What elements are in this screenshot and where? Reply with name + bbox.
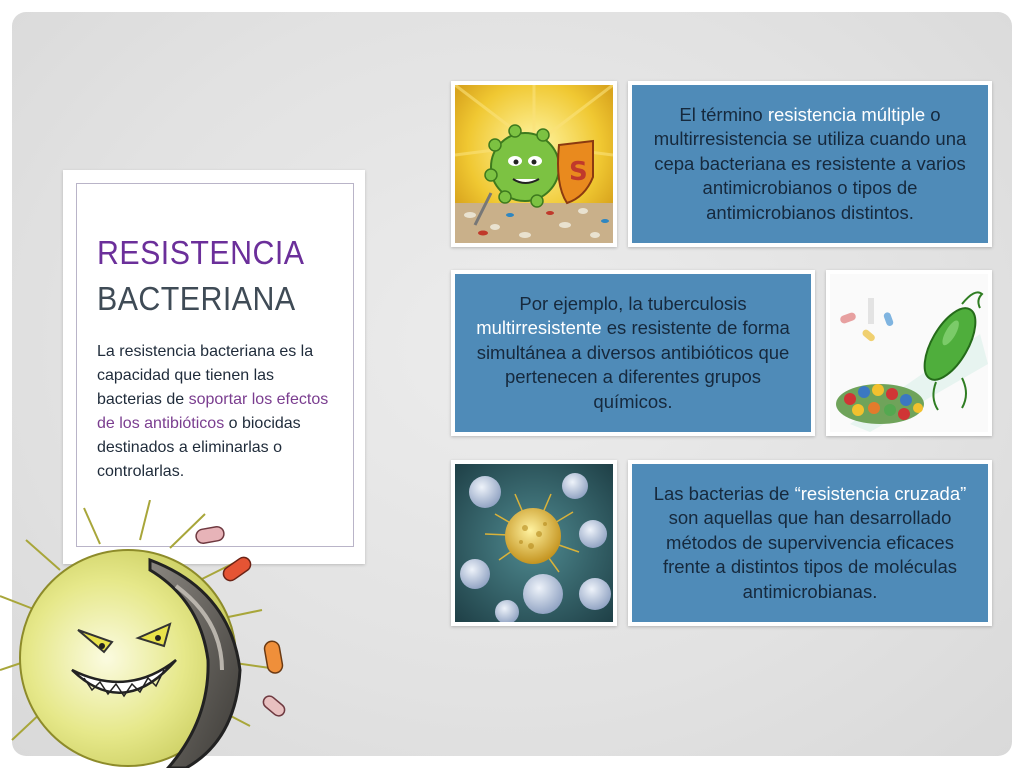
cartoon-bacterium-with-shield-icon (0, 500, 300, 768)
text-panel-1 (628, 81, 992, 247)
bacterium-with-pills-icon (830, 274, 988, 432)
panel-3-seg-1: Las bacterias de (653, 482, 795, 504)
description-text (97, 340, 342, 484)
panel-3-text (644, 482, 976, 605)
text-panel-1-body (632, 85, 988, 243)
svg-text:S: S (569, 157, 588, 187)
description-part-1: La resistencia bacteriana es la capacidad que tienen las bacterias de (97, 343, 314, 408)
germ-with-shield-icon (455, 85, 613, 243)
text-panel-3-body (632, 464, 988, 622)
panel-2-seg-1: Por ejemplo, la tuberculosis (519, 292, 747, 314)
cells-microscope-icon (455, 464, 613, 622)
panel-2-seg-3: es resistente de forma simultánea a diversos antibióticos que pertenecen a diferentes grupos químicos. (476, 317, 790, 412)
description-part-2: o biocidas destinados a eliminarlas o controlarlas. (97, 415, 301, 480)
panel-2-text (467, 292, 799, 415)
text-panel-3 (628, 460, 992, 626)
title-line-1: RESISTENCIA (97, 234, 305, 271)
panel-3-seg-3: son aquellas que han desarrollado métodos de supervivencia eficaces frente a distintos tipos de moléculas antimicrobianas. (662, 507, 958, 602)
title-line-2: BACTERIANA (97, 280, 296, 317)
bacterium-pills-image (826, 270, 992, 436)
germ-shield-image (451, 81, 617, 247)
panel-1-seg-3: o multirresistencia se utiliza cuando una cepa bacteriana es resistente a varios antimicrobianos o tipos de antimicrobianos distintos. (653, 103, 967, 223)
title-card-border (76, 183, 354, 547)
panel-1-text (644, 103, 976, 226)
panel-1-seg-2: resistencia múltiple (767, 103, 926, 125)
description-highlight: soportar los efectos de los antibióticos (97, 391, 329, 432)
text-panel-2 (451, 270, 815, 436)
panel-3-seg-2: “resistencia cruzada” (794, 482, 967, 504)
panel-1-seg-1: El término (679, 103, 768, 125)
text-panel-2-body (455, 274, 811, 432)
cells-microscope-image (451, 460, 617, 626)
panel-2-seg-2: multirresistente (476, 317, 602, 339)
